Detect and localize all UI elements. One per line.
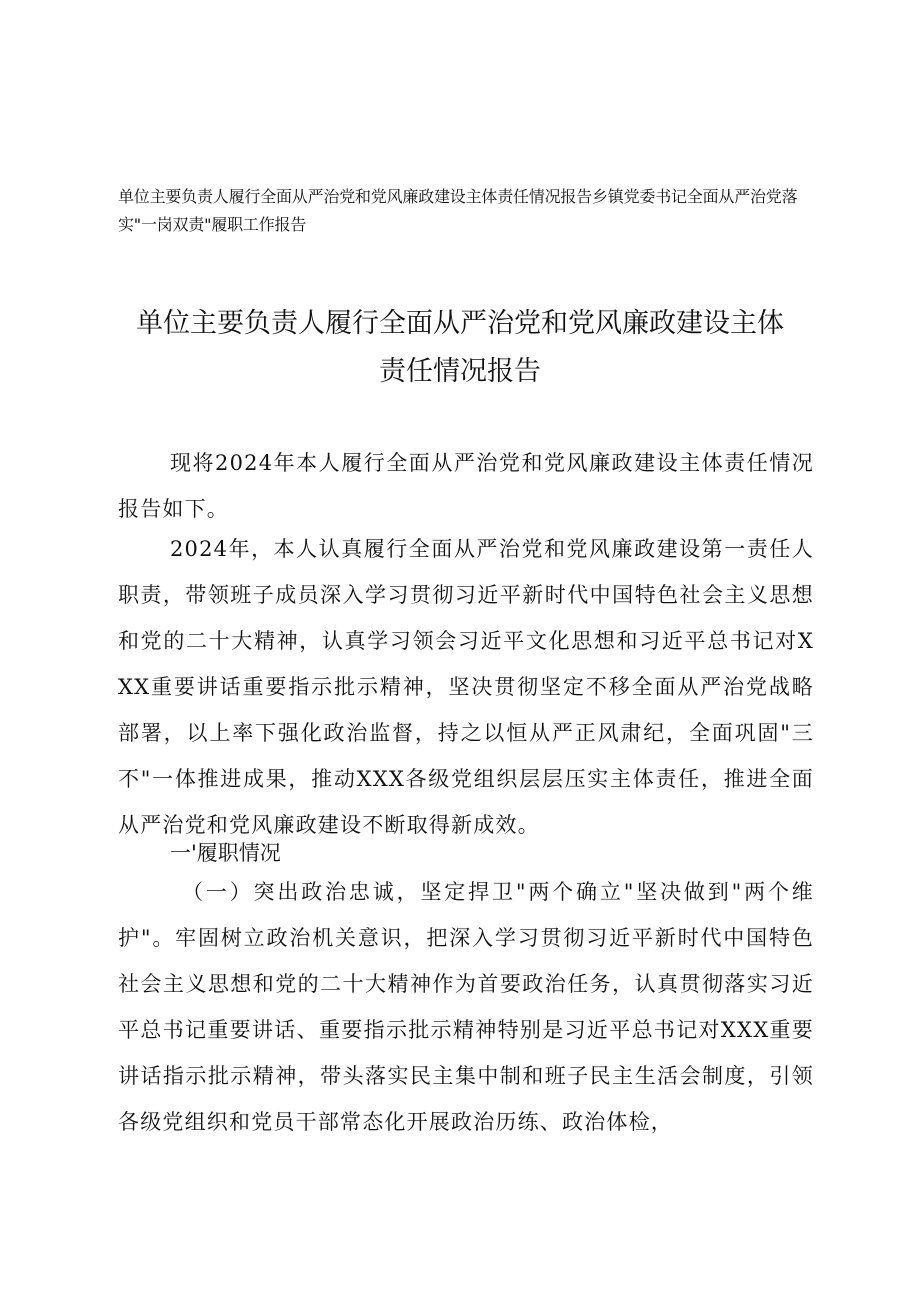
document-header: 单位主要负责人履行全面从严治党和党风廉政建设主体责任情况报告乡镇党委书记全面从严治党落实"一岗双责"履职工作报告 [118,187,798,234]
section-heading-duties: 一'履职情况 [170,841,281,865]
document-title-line-1: 单位主要负责人履行全面从严治党和党风廉政建设主体 [136,308,784,339]
paragraph-summary: 2024年，本人认真履行全面从严治党和党风廉政建设第一责任人职责，带领班子成员深入学习贯彻习近平新时代中国特色社会主义思想和党的二十大精神，认真学习领会习近平文化思想和习近平总书记对XXX重要讲话重要指示批示精神，坚决贯彻坚定不移全面从严治党战略部署，以上率下强化政治监督，持之以恒从严正风肃纪，全面巩固"三不"一体推进成果，推动XXX各级党组织层层压实主体责任，推进全面从严治党和党风廉政建设不断取得新成效。 [118,537,814,837]
paragraph-intro: 现将2024年本人履行全面从严治党和党风廉政建设主体责任情况报告如下。 [118,451,814,521]
document-title-line-2: 责任情况报告 [379,356,541,387]
document-title [100,300,820,396]
paragraph-political-loyalty: （一）突出政治忠诚，坚定捍卫"两个确立"坚决做到"两个维护"。牢固树立政治机关意识，把深入学习贯彻习近平新时代中国特色社会主义思想和党的二十大精神作为首要政治任务，认真贯彻落实习近平总书记重要讲话、重要指示批示精神特别是习近平总书记对XXX重要讲话指示批示精神，带头落实民主集中制和班子民主生活会制度，引领各级党组织和党员干部常态化开展政治历练、政治体检， [118,880,814,1134]
